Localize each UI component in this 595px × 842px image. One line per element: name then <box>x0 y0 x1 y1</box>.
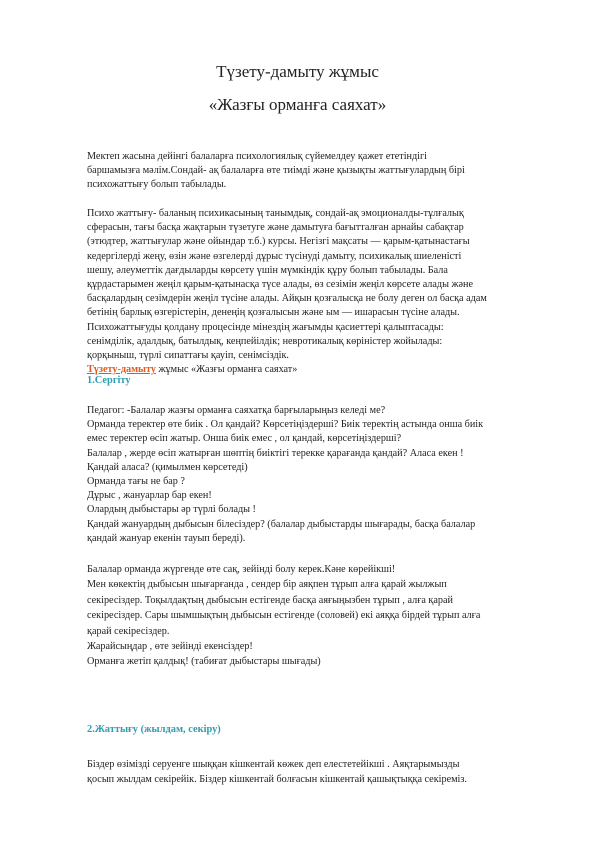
text-line: қорқыныш, түрлі сипаттағы қауіп, сенімсіздік. <box>87 350 289 362</box>
text-line: Орманда теректер өте биік . Ол қандай? Көрсетіңіздерші? Биік теректің астында онша биік <box>87 419 484 431</box>
text-line: Балалар , жерде өсіп жатырған шөптің биіктігі терекке қарағанда қандай? Аласа екен ! <box>87 447 464 459</box>
link-line <box>87 363 527 377</box>
text-line: Жарайсыңдар , өте зейінді екенсіздер! <box>87 641 253 653</box>
text-line: бетінің барлық өзгерістерін, денеңің қозғалысын және ым — ишарасын түсіне алады. <box>87 307 460 319</box>
text-line: қосып жылдам секірейік. Біздер кішкентай болғасын кішкентай қашықтыққа секіреміз. <box>87 774 467 786</box>
text-line: басқалардың сезімдерін жеңіл түсіне алады. Айқын қозғалысқа не болу деген ол басқа адам <box>87 293 487 305</box>
section1-paragraph <box>87 404 527 546</box>
text-line: секіресіздер. Сары шымшықтың дыбысын естігенде (соловей) екі аяққа бірдей тұрып алға <box>87 610 481 622</box>
text-line: Мектеп жасына дейінгі балаларға психологиялық сүйемелдеу қажет ететіндігі <box>87 151 428 162</box>
document-subtitle: «Жазғы орманға саяхат» <box>208 95 387 114</box>
document-title: Түзету-дамыту жұмыс <box>216 62 379 81</box>
text-line: Психожаттығуды қолдану процесінде мінездің жағымды қасиеттері қалыптасады: <box>87 321 444 333</box>
text-line: шешу, әлеуметтік дағдыларды көрсету үшін мүмкіндік құру болып табылады. Бала <box>87 264 448 276</box>
text-line: Мен көкектің дыбысын шығарғанда , сендер бір аяқпен тұрып алға қарай жылжып <box>87 579 447 591</box>
text-line: қарай секіресіздер. <box>87 625 170 637</box>
text-line: құрдастарымен жеңіл қарым-қатынасқа түсе алады, өз сезімін жеңіл көрсете алады және <box>87 279 474 291</box>
text-line: Орманға жетіп қалдық! (табиғат дыбыстары шығады) <box>87 656 321 668</box>
text-line: Біздер өзіміздi серуенге шыққан кішкентай көжек деп елестетейікші . Аяқтарымызды <box>87 759 460 770</box>
text-line: Орманда тағы не бар ? <box>87 476 185 488</box>
text-line: емес теректер өсіп жатыр. Онша биік емес , ол қандай, көрсетіңіздерші? <box>87 433 402 445</box>
text-line: психожаттығу болып табылады. <box>87 179 227 191</box>
text-line: баршамызға мәлім.Сондай- ақ балаларға өте тиімді және қызықты жаттығулардың бірі <box>87 165 465 177</box>
section2-paragraph <box>87 757 527 788</box>
psycho-paragraph <box>87 207 527 377</box>
tuzetu-damytu-link[interactable]: Түзету-дамыту <box>87 364 156 376</box>
section-heading-1: 1.Сергіту <box>87 375 131 386</box>
text-line: Психо жаттығу- баланың психикасының танымдық, сондай-ақ эмоционалды-тұлғалық <box>87 208 464 219</box>
text-line: Педагог: -Балалар жазғы орманға саяхатқа барғыларыңыз келеді ме? <box>87 405 386 416</box>
text-line: қандай жануар екенін тауып береді). <box>87 532 246 544</box>
text-line: (этюдтер, жаттығулар және ойындар т.б.) курсы. Негізгі мақсаты — қарым-қатынастағы <box>87 236 470 248</box>
section-heading-2: 2.Жаттығу (жылдам, секіру) <box>87 724 221 735</box>
text-line: Дұрыс , жануарлар бар екен! <box>87 490 212 502</box>
link-line-rest: жұмыс «Жазғы орманға саяхат» <box>155 364 298 376</box>
text-line: секіресіздер. Тоқылдақтың дыбысын естігенде басқа аяғыңызбен тұрып , алға қарай <box>87 594 453 606</box>
text-line: Олардың дыбыстары әр түрлі болады ! <box>87 504 256 516</box>
intro-paragraph <box>87 150 527 193</box>
text-line: сферасын, тағы басқа жақтарын түзетуге және дамытуға бағытталған арнайы сабақтар <box>87 222 464 234</box>
section1-paragraph-2 <box>87 562 527 670</box>
text-line: сенімділік, адалдық, батылдық, кеңпейілдік; невротикалық көріністер жойылады: <box>87 335 443 347</box>
text-line: Қандай жануардың дыбысын білесіздер? (балалар дыбыстарды шығарады, басқа балалар <box>87 518 476 530</box>
text-line: Балалар орманда жүргенде өте сақ, зейінді болу керек.Кәне көрейікші! <box>87 564 396 575</box>
text-line: Қандай аласа? (қимылмен көрсетеді) <box>87 461 248 473</box>
text-line: кедергілерді жеңу, өзін және өзгелерді дұрыс түсінуді дамыту, психикалық шиеленісті <box>87 250 462 262</box>
